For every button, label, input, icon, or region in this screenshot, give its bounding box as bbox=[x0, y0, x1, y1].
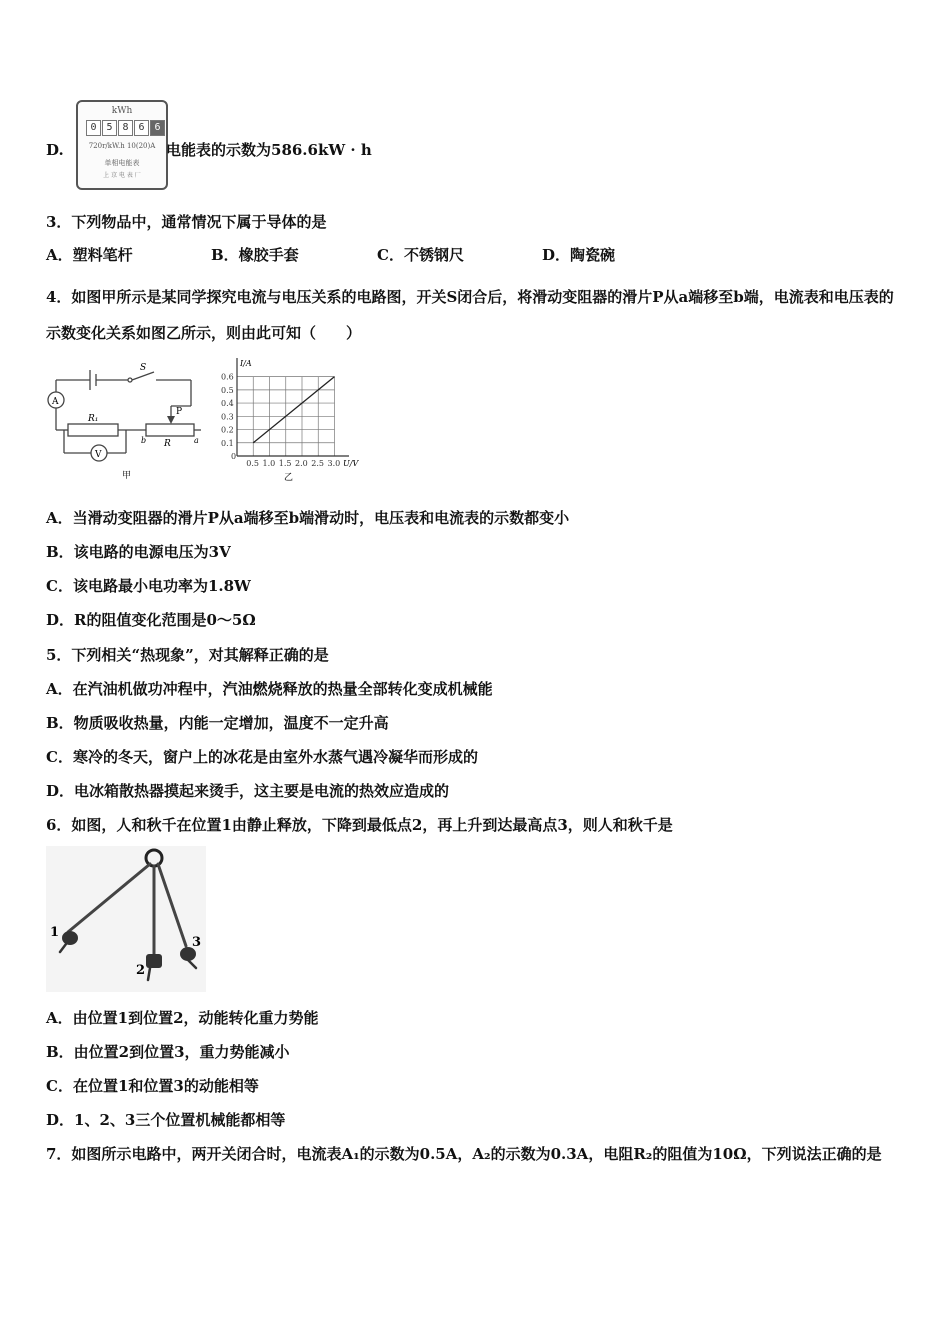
slider-arrow bbox=[167, 416, 175, 424]
q3-stem: 3．下列物品中，通常情况下属于导体的是 bbox=[46, 213, 327, 231]
q5-option-a: A．在汽油机做功冲程中，汽油燃烧释放的热量全部转化变成机械能 bbox=[46, 680, 493, 698]
r-label: R bbox=[164, 439, 171, 449]
slider-label: P bbox=[176, 407, 183, 417]
q2-option-d-label: D. bbox=[46, 141, 64, 159]
electric-meter-image bbox=[76, 100, 168, 190]
y-tick-label: 0.5 bbox=[221, 385, 234, 395]
q2-option-d-text: 电能表的示数为586.6kW · h bbox=[166, 141, 372, 159]
voltmeter-symbol: V bbox=[95, 450, 102, 460]
meter-digit: 8 bbox=[118, 120, 133, 136]
end-a-label: a bbox=[194, 436, 199, 445]
q4-option-d: D．R的阻值变化范围是0～5Ω bbox=[46, 611, 256, 629]
q3-option-d: D．陶瓷碗 bbox=[542, 246, 616, 264]
x-tick-label: 1.0 bbox=[262, 459, 276, 468]
ammeter-symbol: A bbox=[52, 397, 59, 407]
y-tick-label: 0.6 bbox=[221, 372, 234, 382]
q4-option-a: A．当滑动变阻器的滑片P从a端移至b端滑动时，电压表和电流表的示数都变小 bbox=[46, 509, 570, 527]
position-2-label: 2 bbox=[136, 963, 146, 978]
switch-label: S bbox=[140, 363, 147, 373]
x-tick-label: 1.5 bbox=[278, 459, 292, 468]
q3-option-b: B．橡胶手套 bbox=[211, 246, 299, 264]
meter-digit: 0 bbox=[86, 120, 101, 136]
series-line bbox=[253, 377, 334, 443]
meter-digit: 6 bbox=[134, 120, 149, 136]
position-1-label: 1 bbox=[50, 925, 60, 940]
meter-unit: kWh bbox=[111, 106, 133, 116]
x-tick-label: 2.5 bbox=[311, 459, 324, 468]
swing-figure bbox=[46, 846, 206, 992]
q5-option-d: D．电冰箱散热器摸起来烫手，这主要是电流的热效应造成的 bbox=[46, 782, 450, 800]
q3-option-a: A．塑料笔杆 bbox=[46, 246, 133, 264]
end-b-label: b bbox=[141, 436, 147, 445]
origin-label: 0 bbox=[231, 452, 237, 461]
y-tick-label: 0.3 bbox=[221, 412, 234, 422]
q5-stem: 5．下列相关“热现象”，对其解释正确的是 bbox=[46, 646, 329, 664]
r1-label: R₁ bbox=[88, 414, 99, 424]
q5-option-b: B．物质吸收热量，内能一定增加，温度不一定升高 bbox=[46, 714, 389, 732]
y-tick-label: 0.2 bbox=[221, 425, 234, 435]
x-tick-label: 2.0 bbox=[295, 459, 308, 468]
x-axis-label: U/V bbox=[343, 459, 359, 468]
y-axis-label: I/A bbox=[240, 359, 252, 368]
q3-option-c: C．不锈钢尺 bbox=[377, 246, 464, 264]
meter-maker: 上 京 电 表 厂 bbox=[103, 172, 141, 179]
q6-option-c: C．在位置1和位置3的动能相等 bbox=[46, 1077, 259, 1095]
meter-digits bbox=[86, 120, 166, 136]
q4-stem: 4．如图甲所示是某同学探究电流与电压关系的电路图，开关S闭合后，将滑动变阻器的滑片P从a端移至b端，电流表和电压表的示数变化关系如图乙所示，则由此可知（ ） bbox=[46, 288, 894, 342]
q6-option-d: D．1、2、3三个位置机械能都相等 bbox=[46, 1111, 286, 1129]
q6-stem: 6．如图，人和秋千在位置1由静止释放，下降到最低点2，再上升到达最高点3，则人和秋千是 bbox=[46, 816, 673, 834]
q4-option-c: C．该电路最小电功率为1.8W bbox=[46, 577, 251, 595]
graph-caption: 乙 bbox=[284, 473, 294, 483]
meter-label: 单相电能表 bbox=[104, 159, 140, 167]
iu-graph-yi bbox=[215, 356, 360, 484]
x-tick-label: 3.0 bbox=[327, 459, 341, 468]
x-tick-label: 0.5 bbox=[246, 459, 259, 468]
q7-stem: 7．如图所示电路中，两开关闭合时，电流表A₁的示数为0.5A，A₂的示数为0.3A，电阻R₂的阻值为10Ω，下列说法正确的是 bbox=[46, 1145, 882, 1163]
meter-spec: 720r/kW.h 10(20)A bbox=[88, 142, 156, 150]
circuit-caption: 甲 bbox=[122, 471, 132, 481]
meter-digit-decimal: 6 bbox=[150, 120, 165, 136]
position-3-label: 3 bbox=[192, 935, 202, 950]
q5-option-c: C．寒冷的冬天，窗户上的冰花是由室外水蒸气遇冷凝华而形成的 bbox=[46, 748, 478, 766]
meter-digit: 5 bbox=[102, 120, 117, 136]
q4-option-b: B．该电路的电源电压为3V bbox=[46, 543, 231, 561]
q6-option-a: A．由位置1到位置2，动能转化重力势能 bbox=[46, 1009, 319, 1027]
y-tick-label: 0.4 bbox=[221, 399, 234, 409]
y-tick-label: 0.1 bbox=[221, 438, 234, 448]
circuit-diagram-jia bbox=[46, 358, 206, 483]
q6-option-b: B．由位置2到位置3，重力势能减小 bbox=[46, 1043, 290, 1061]
